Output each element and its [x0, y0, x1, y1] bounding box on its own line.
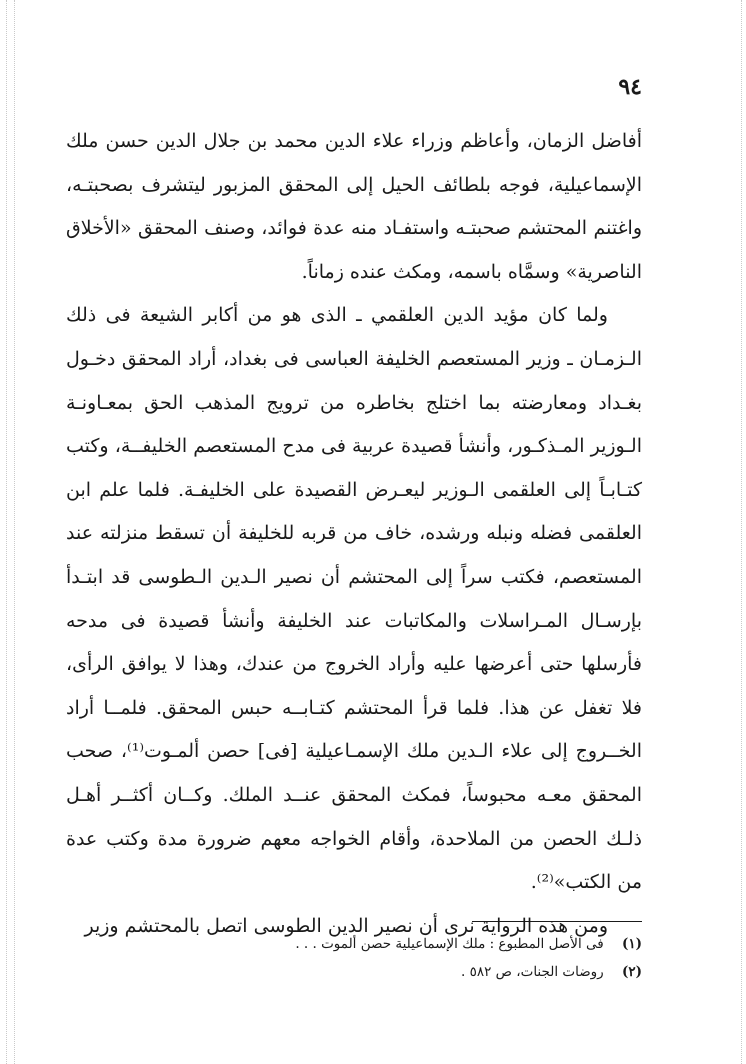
- footnote-divider: [472, 921, 642, 922]
- footnote-1: [102, 930, 642, 958]
- footnote-text: فى الأصل المطبوع : ملك الإسماعيلية حصن ألموت . . .: [295, 936, 604, 952]
- page-number: ٩٤: [618, 74, 642, 100]
- scan-edge-mark: [14, 0, 15, 1064]
- paragraph-3: ومن هذه الرواية نرى أن نصير الدين الطوسى اتصل بالمحتشم وزير: [84, 914, 608, 937]
- body-text: [66, 120, 642, 948]
- scan-edge-mark: [741, 0, 742, 1064]
- footnote-marker: (١): [621, 936, 642, 952]
- paragraph-1: أفاضل الزمان، وأعاظم وزراء علاء الدين محمد بن جلال الدين حسن ملك الإسماعيلية، فوجه بلطائف الحيل إلى المحقق المزبور ليتشرف بصحبتـه، واغتنم المحتشم صحبتـه واستفـاد منه عدة فوائد، وصنف المحقق «الأخلاق الناصرية» وسمَّاه باسمه، ومكث عنده زماناً.: [66, 130, 642, 283]
- footnotes: [102, 930, 642, 986]
- scan-edge-mark: [6, 0, 7, 1064]
- footnote-2: [102, 958, 642, 986]
- paragraph-2: ولما كان مؤيد الدين العلقمي ـ الذى هو من أكابر الشيعة فى ذلك الـزمـان ـ وزير المستعصم الخليفة العباسى فى بغداد، أراد المحقق دخـول بغـداد ومعارضته بما اختلج بخاطره من ترويج المذهب الحق بمعـاونـة الـوزير المـذكـور، وأنشأ قصيدة عربية فى مدح المستعصم الخليفــة، وكتب كتـابـاً إلى العلقمى الـوزير ليعـرض القصيدة على الخليفـة. فلما علم ابن العلقمى فضله ونبله ورشده، خاف من قربه للخليفة أن تسقط منزلته عند المستعصم، فكتب سراً إلى المحتشم أن نصير الـدين الـطوسى قد ابتـدأ بإرسـال المـراسلات والمكاتبات عند الخليفة وأنشأ قصيدة فى مدحه فأرسلها حتى أعرضها عليه وأراد الخروج من عندك، وهذا لا يوافق الرأى، فلا تغفل عن هذا. فلما قرأ المحتشم كتـابــه حبس المحقق. فلمــا أراد الخــروج إلى علاء الـدين ملك الإسمـاعيلية [فى] حصن ألمـوت⁽¹⁾، صحب المحقق معـه محبوساً، فمكث المحقق عنــد الملك. وكــان أكثــر أهـل ذلـك الحصن من الملاحدة، وأقام الخواجه معهم ضرورة مدة وكتب عدة من الكتب»⁽²⁾.: [66, 304, 642, 894]
- footnote-marker: (٢): [621, 964, 642, 980]
- footnote-text: روضات الجنات، ص ٥٨٢ .: [460, 964, 604, 980]
